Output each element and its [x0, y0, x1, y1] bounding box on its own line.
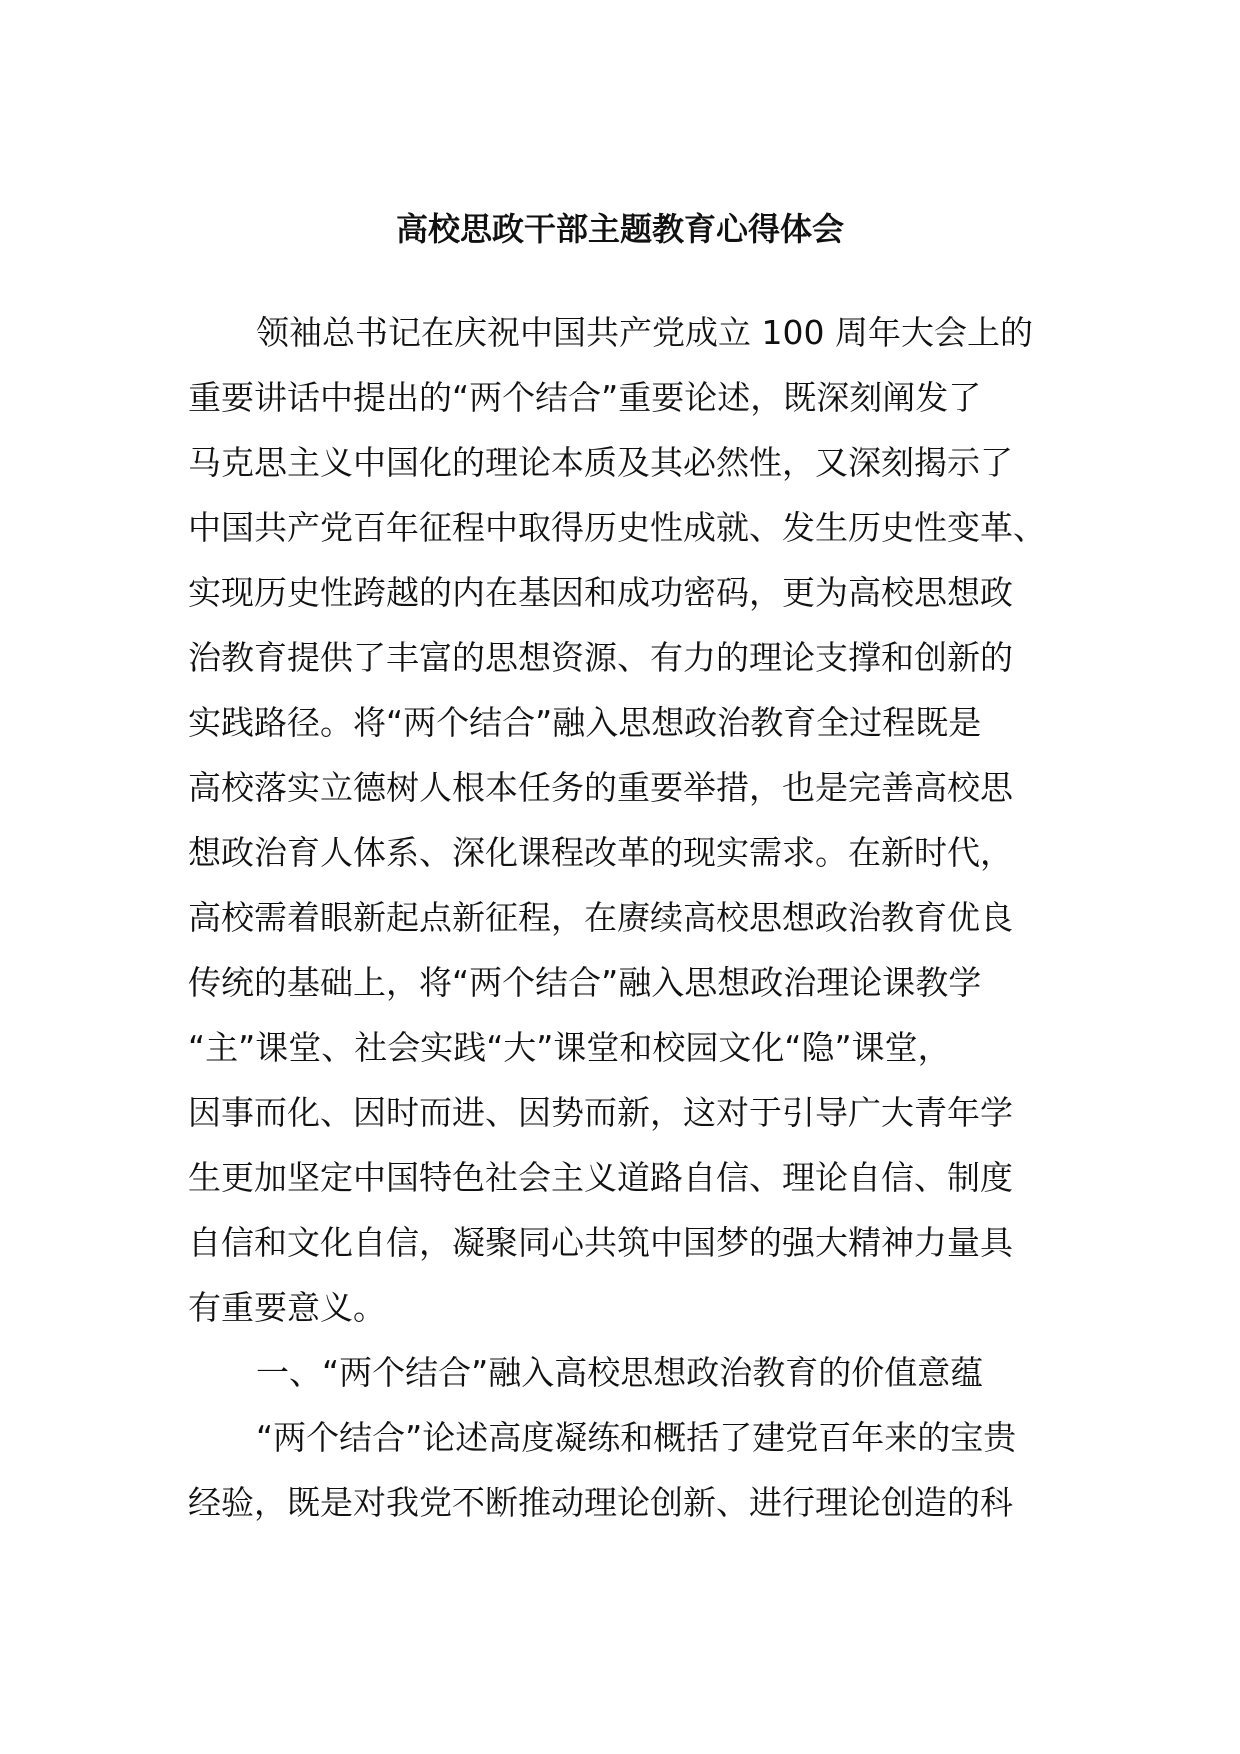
paragraph-line: 自信和文化自信，凝聚同心共筑中国梦的强大精神力量具	[188, 1223, 1013, 1262]
section-heading: 一、“两个结合”融入高校思想政治教育的价值意蕴	[256, 1353, 984, 1392]
paragraph-line: 高校需着眼新起点新征程，在赓续高校思想政治教育优良	[188, 898, 1013, 937]
paragraph-line: “主”课堂、社会实践“大”课堂和校园文化“隐”课堂，	[188, 1028, 951, 1067]
paragraph-line: 高校落实立德树人根本任务的重要举措，也是完善高校思	[188, 768, 1013, 807]
document-title: 高校思政干部主题教育心得体会	[395, 210, 844, 248]
paragraph-line: 传统的基础上，将“两个结合”融入思想政治理论课教学	[188, 963, 982, 1002]
paragraph-line: 因事而化、因时而进、因势而新，这对于引导广大青年学	[188, 1093, 1013, 1132]
paragraph-line: 治教育提供了丰富的思想资源、有力的理论支撑和创新的	[188, 638, 1013, 677]
paragraph-line: 领袖总书记在庆祝中国共产党成立 100 周年大会上的	[256, 313, 1033, 352]
paragraph-line: 生更加坚定中国特色社会主义道路自信、理论自信、制度	[188, 1158, 1013, 1197]
paragraph-line: 实践路径。将“两个结合”融入思想政治教育全过程既是	[188, 703, 982, 742]
paragraph-line: 经验，既是对我党不断推动理论创新、进行理论创造的科	[188, 1483, 1013, 1522]
paragraph-line: 有重要意义。	[188, 1288, 386, 1327]
paragraph-line: 实现历史性跨越的内在基因和成功密码，更为高校思想政	[188, 573, 1013, 612]
document-body	[188, 300, 1068, 1535]
paragraph-line: 中国共产党百年征程中取得历史性成就、发生历史性变革、	[188, 508, 1046, 547]
paragraph-line: “两个结合”论述高度凝练和概括了建党百年来的宝贵	[256, 1418, 1017, 1457]
paragraph-line: 马克思主义中国化的理论本质及其必然性，又深刻揭示了	[188, 443, 1013, 482]
paragraph-line: 重要讲话中提出的“两个结合”重要论述，既深刻阐发了	[188, 378, 982, 417]
paragraph-line: 想政治育人体系、深化课程改革的现实需求。在新时代，	[188, 833, 1013, 872]
